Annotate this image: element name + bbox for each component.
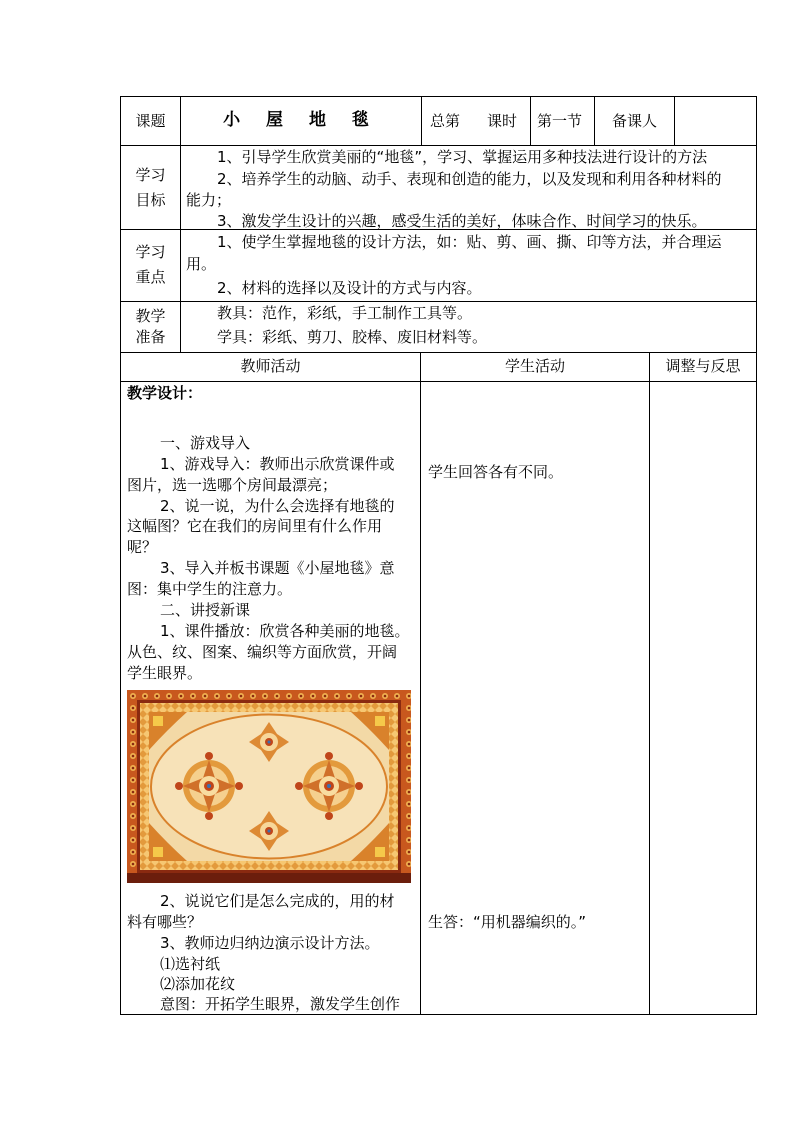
row-divider-objectives — [120, 145, 757, 146]
reflection-column-header: 调整与反思 — [665, 357, 741, 375]
teacher-line: 3、导入并板书课题《小屋地毯》意 — [160, 559, 395, 577]
teaching-design-heading: 教学设计： — [127, 384, 203, 402]
preparation-line: 教具：范作，彩纸，手工制作工具等。 — [217, 304, 473, 322]
teacher-line: 这幅图？它在我们的房间里有什么作用 — [127, 517, 383, 535]
objective-line: 3、激发学生设计的兴趣，感受生活的美好，体味合作、时间学习的快乐。 — [217, 212, 707, 230]
header-divider-1 — [421, 96, 422, 145]
teacher-line: 图：集中学生的注意力。 — [127, 580, 293, 598]
objective-line: 2、培养学生的动脑、动手、表现和创造的能力，以及发现和利用各种材料的 — [217, 170, 722, 188]
teacher-line: 学生眼界。 — [127, 664, 203, 682]
total-label: 总第 — [430, 112, 461, 130]
teacher-line: ⑵添加花纹 — [160, 975, 236, 993]
row-divider-columns — [120, 352, 757, 353]
objective-line: 能力； — [186, 191, 232, 209]
teacher-column-header: 教师活动 — [240, 357, 301, 375]
teacher-line: 料有哪些？ — [127, 913, 203, 931]
period-label: 课时 — [487, 112, 518, 130]
row-divider-preparation — [120, 301, 757, 302]
teacher-line: 一、游戏导入 — [160, 434, 251, 452]
teacher-line: 1、课件播放：欣赏各种美丽的地毯。 — [160, 622, 410, 640]
table-border-top — [120, 96, 757, 97]
teacher-student-divider — [420, 352, 421, 1014]
teacher-line: 呢？ — [127, 538, 158, 556]
student-reflection-divider — [649, 352, 650, 1014]
teacher-line: 二、讲授新课 — [160, 601, 251, 619]
row-divider-content — [120, 381, 757, 382]
lesson-label: 课题 — [135, 112, 166, 130]
header-divider-3 — [594, 96, 595, 145]
student-column-header: 学生活动 — [504, 357, 565, 375]
teacher-line: 从色、纹、图案、编织等方面欣赏，开阔 — [127, 643, 398, 661]
table-border-right — [756, 96, 757, 1015]
teacher-line: 2、说说它们是怎么完成的，用的材 — [160, 892, 395, 910]
student-answer-1: 学生回答各有不同。 — [428, 463, 564, 481]
student-answer-2: 生答：“用机器编织的。” — [428, 913, 587, 931]
preparer-label: 备课人 — [612, 112, 658, 130]
header-divider-4 — [674, 96, 675, 145]
keypoint-line: 用。 — [186, 255, 217, 273]
carpet-image — [127, 690, 411, 883]
section-label: 第一节 — [537, 112, 583, 130]
label-column-divider — [180, 96, 181, 352]
keypoint-line: 2、材料的选择以及设计的方式与内容。 — [217, 279, 482, 297]
teacher-line: ⑴选衬纸 — [160, 955, 221, 973]
teacher-line: 3、教师边归纳边演示设计方法。 — [160, 934, 380, 952]
teacher-line: 图片，选一选哪个房间最漂亮； — [127, 476, 338, 494]
preparation-line: 学具：彩纸、剪刀、胶棒、废旧材料等。 — [217, 328, 488, 346]
preparation-label-1: 教学 — [135, 307, 166, 325]
header-divider-2 — [530, 96, 531, 145]
keypoint-line: 1、使学生掌握地毯的设计方法，如：贴、剪、画、撕、印等方法，并合理运 — [217, 233, 722, 251]
preparation-label-2: 准备 — [135, 328, 166, 346]
keypoints-label-2: 重点 — [135, 268, 166, 286]
lesson-title: 小 屋 地 毯 — [223, 110, 379, 130]
teacher-line: 2、说一说，为什么会选择有地毯的 — [160, 497, 395, 515]
keypoints-label-1: 学习 — [135, 243, 166, 261]
objectives-label-2: 目标 — [135, 191, 166, 209]
teacher-line: 1、游戏导入：教师出示欣赏课件或 — [160, 455, 395, 473]
objective-line: 1、引导学生欣赏美丽的“地毯”，学习、掌握运用多种技法进行设计的方法 — [217, 148, 708, 166]
table-border-left — [120, 96, 121, 1015]
teacher-line: 意图：开拓学生眼界，激发学生创作 — [160, 995, 401, 1013]
objectives-label-1: 学习 — [135, 166, 166, 184]
